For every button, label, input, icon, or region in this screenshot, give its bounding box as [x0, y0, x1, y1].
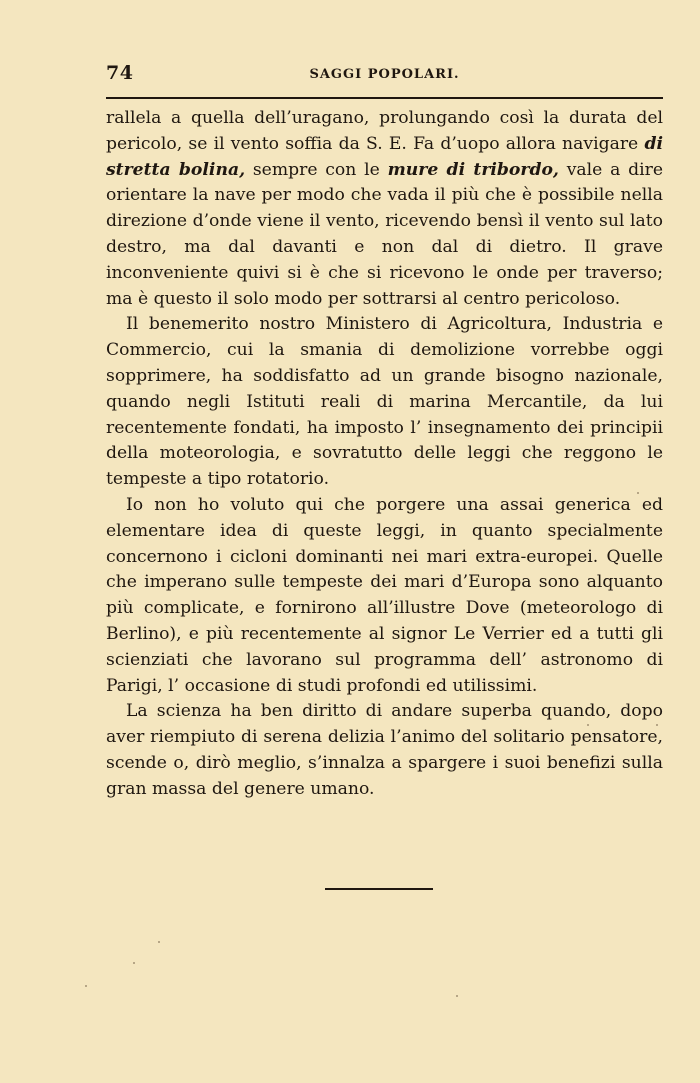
paragraph-1-text-e: vale a dire orientare la nave per modo che vada il più che è possibile nella direzione d’onde viene il vento, ricevendo bensì il vento sul lato destro, ma dal davanti e non dal di dietro. Il grave inconveniente quivi si è che si ricevono le onde per traverso; ma è questo il solo modo per sottrarsi al centro pericoloso.	[106, 159, 664, 309]
paper-speck	[656, 724, 658, 726]
paper-speck	[456, 995, 458, 997]
end-rule	[325, 888, 433, 890]
body-text	[106, 106, 663, 803]
paragraph-1-text-c: sempre con le	[245, 159, 388, 180]
paragraph-1-text-a: rallela a quella dell’uragano, prolungando così la durata del pericolo, se il vento soffia da S. E. Fa d’uopo allora navigare	[106, 108, 663, 154]
paragraph-2: Il benemerito nostro Ministero di Agricoltura, Industria e Commercio, cui la smania di demolizione vorrebbe oggi sopprimere, ha soddisfatto ad un grande bisogno nazionale, quando negli Istituti reali di marina Mercantile, da lui recentemente fondati, ha imposto l’ insegnamento dei principii della moteorologia, e sovratutto delle leggi che reggono le tempeste a tipo rotatorio.	[106, 314, 663, 490]
paragraph-1	[106, 106, 663, 312]
paragraph-1-italic-b: mure di tribordo,	[387, 159, 559, 180]
page-number: 74	[106, 62, 134, 84]
paper-speck	[85, 985, 87, 987]
paragraph-1-italic-a: di stretta bolina,	[106, 133, 663, 180]
header-rule	[106, 97, 663, 99]
running-head: SAGGI POPOLARI.	[309, 67, 460, 82]
paper-speck	[158, 941, 160, 943]
paper-speck	[587, 724, 589, 726]
paragraph-3: Io non ho voluto qui che porgere una assai generica ed elementare idea di queste leggi, in quanto specialmente concernono i cicloni dominanti nei mari extra-europei. Quelle che imperano sulle tempeste dei mari d’Europa sono alquanto più complicate, e fornirono all’illustre Dove (meteorologo di Berlino), e più recentemente al signor Le Verrier ed a tutti gli scienziati che lavorano sul programma dell’ astronomo di Parigi, l’ occasione di studi profondi ed utilissimi.	[106, 494, 663, 696]
page-header	[106, 62, 663, 86]
paper-speck	[133, 962, 135, 964]
paper-speck	[637, 492, 639, 494]
paragraph-4: La scienza ha ben diritto di andare superba quando, dopo aver riempiuto di serena delizia l’animo del solitario pensatore, scende o, dirò meglio, s’innalza a spargere i suoi benefizi sulla gran massa del genere umano.	[106, 701, 663, 799]
